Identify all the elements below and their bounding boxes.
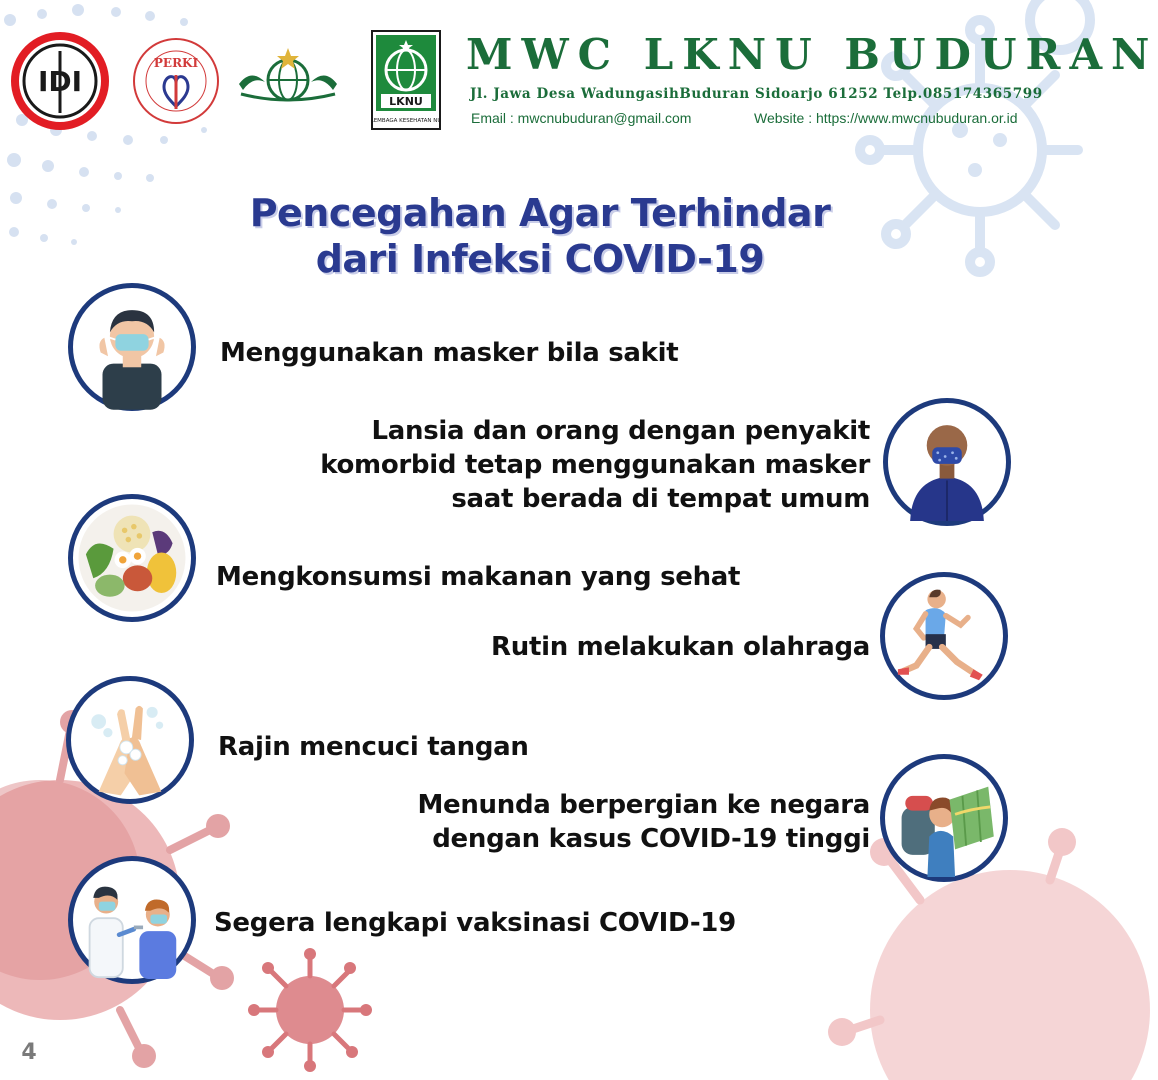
tip-elderly-line-1: Lansia dan orang dengan penyakit <box>371 416 870 446</box>
nahdlatul-ulama-globe-icon <box>235 44 341 110</box>
tip-travel-line-1: Menunda berpergian ke negara <box>417 790 870 820</box>
tip-elderly-line-2: komorbid tetap menggunakan masker <box>320 450 870 480</box>
virus-inner-dots <box>952 122 1007 177</box>
tip-elderly-line-3: saat berada di tempat umum <box>451 484 870 514</box>
tip-vaccination: Segera lengkapi vaksinasi COVID-19 <box>214 908 736 938</box>
page-title <box>200 190 880 282</box>
tip-handwash: Rajin mencuci tangan <box>218 732 529 762</box>
pink-virus-small-bottom <box>248 948 372 1072</box>
lknu-globe-icon <box>371 30 441 130</box>
svg-text:LKNU: LKNU <box>389 95 423 108</box>
handwash-icon <box>66 676 194 804</box>
organization-website: Website : https://www.mwcnubuduran.or.id <box>754 110 1018 126</box>
svg-text:PERKI: PERKI <box>153 56 199 70</box>
title-line-1: Pencegahan Agar Terhindar <box>249 191 831 235</box>
vaccination-icon <box>68 856 196 984</box>
tip-elderly-mask <box>320 414 870 516</box>
healthy-food-icon <box>68 494 196 622</box>
perki-logo <box>130 35 222 127</box>
tip-mask-when-sick: Menggunakan masker bila sakit <box>220 338 679 368</box>
idi-logo <box>12 33 108 129</box>
organization-address: Jl. Jawa Desa WadungasihBuduran Sidoarjo 61252 Telp.085174365799 <box>470 86 1043 102</box>
idi-emblem-icon <box>12 33 108 129</box>
elderly-mask-icon <box>883 398 1011 526</box>
nu-logo <box>235 44 341 110</box>
title-line-2: dari Infeksi COVID-19 <box>315 237 765 281</box>
heart-emblem-icon <box>130 35 222 127</box>
organization-name: MWC LKNU BUDURAN <box>466 30 1158 79</box>
page-number: 4 <box>8 1032 50 1074</box>
lknu-logo <box>371 30 441 130</box>
svg-text:LEMBAGA KESEHATAN NU: LEMBAGA KESEHATAN NU <box>370 118 442 124</box>
svg-text:IDI: IDI <box>37 65 83 98</box>
organization-email: Email : mwcnubuduran@gmail.com <box>471 110 692 126</box>
traveler-map-icon <box>880 754 1008 882</box>
tip-healthy-food: Mengkonsumsi makanan yang sehat <box>216 562 741 592</box>
person-mask-icon <box>68 283 196 411</box>
tip-exercise: Rutin melakukan olahraga <box>491 632 870 662</box>
tip-travel-line-2: dengan kasus COVID-19 tinggi <box>432 824 870 854</box>
runner-icon <box>880 572 1008 700</box>
tip-delay-travel <box>417 788 870 856</box>
